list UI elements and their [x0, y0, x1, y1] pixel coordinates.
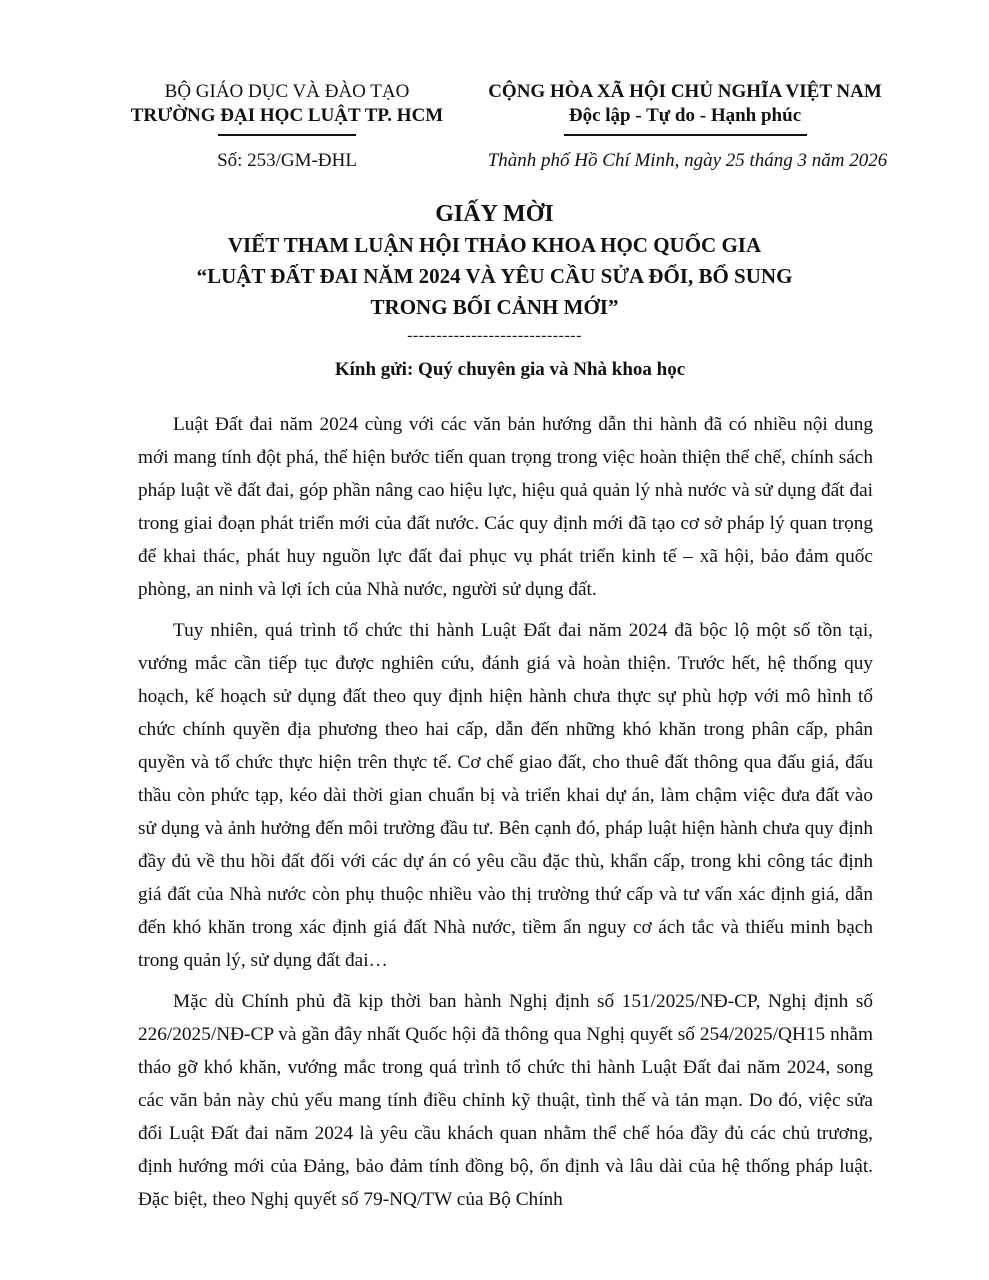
- salutation: Kính gửi: Quý chuyên gia và Nhà khoa học: [334, 359, 686, 380]
- ministry-name: BỘ GIÁO DỤC VÀ ĐÀO TẠO: [164, 81, 410, 102]
- paragraph-2: Tuy nhiên, quá trình tổ chức thi hành Luật Đất đai năm 2024 đã bộc lộ một số tồn tại, vướng mắc cần tiếp tục được nghiên cứu, đánh giá và hoàn thiện. Trước hết, hệ thống quy hoạch, kế hoạch sử dụng đất theo quy định hiện hành chưa thực sự phù hợp với mô hình tổ chức chính quyền địa phương theo hai cấp, dẫn đến những khó khăn trong phân cấp, phân quyền và tổ chức thực hiện trên thực tế. Cơ chế giao đất, cho thuê đất thông qua đấu giá, đấu thầu còn phức tạp, kéo dài thời gian chuẩn bị và triển khai dự án, làm chậm việc đưa đất vào sử dụng và ảnh hưởng đến môi trường đầu tư. Bên cạnh đó, pháp luật hiện hành chưa quy định đầy đủ về thu hồi đất đối với các dự án có yêu cầu đặc thù, khẩn cấp, trong khi công tác định giá đất của Nhà nước còn phụ thuộc nhiều vào thị trường thứ cấp và tư vấn xác định giá, dẫn đến khó khăn trong xác định giá đất Nhà nước, tiềm ẩn nguy cơ ách tắc và thiếu minh bạch trong quản lý, sử dụng đất đai…: [138, 620, 873, 971]
- issuer-block: [112, 80, 462, 136]
- title-separator: ------------------------------: [407, 327, 582, 344]
- paragraph-1: Luật Đất đai năm 2024 cùng với các văn bản hướng dẫn thi hành đã có nhiều nội dung mới mang tính đột phá, thể hiện bước tiến quan trọng trong việc hoàn thiện thể chế, chính sách pháp luật về đất đai, góp phần nâng cao hiệu lực, hiệu quả quản lý nhà nước và sử dụng đất đai trong giai đoạn phát triển mới của đất nước. Các quy định mới đã tạo cơ sở pháp lý quan trọng để khai thác, phát huy nguồn lực đất đai phục vụ phát triển kinh tế – xã hội, bảo đảm quốc phòng, an ninh và lợi ích của Nhà nước, người sử dụng đất.: [138, 414, 873, 600]
- issuer-underline: [218, 134, 356, 136]
- letter-body: [138, 408, 873, 1224]
- title-line-2: “LUẬT ĐẤT ĐAI NĂM 2024 VÀ YÊU CẦU SỬA ĐỔI, BỔ SUNG: [196, 264, 793, 288]
- title-line-1: VIẾT THAM LUẬN HỘI THẢO KHOA HỌC QUỐC GIA: [227, 233, 762, 257]
- document-date: Thành phố Hồ Chí Minh, ngày 25 tháng 3 năm 2026: [487, 150, 888, 171]
- paragraph-3: Mặc dù Chính phủ đã kịp thời ban hành Nghị định số 151/2025/NĐ-CP, Nghị định số 226/2025/NĐ-CP và gần đây nhất Quốc hội đã thông qua Nghị quyết số 254/2025/QH15 nhằm tháo gỡ khó khăn, vướng mắc trong quá trình tổ chức thi hành Luật Đất đai năm 2024, song các văn bản này chủ yếu mang tính điều chỉnh kỹ thuật, tình thế và tản mạn. Do đó, việc sửa đổi Luật Đất đai năm 2024 là yêu cầu khách quan nhằm thể chế hóa đầy đủ các chủ trương, định hướng mới của Đảng, bảo đảm tính đồng bộ, ổn định và lâu dài của hệ thống pháp luật. Đặc biệt, theo Nghị quyết số 79-NQ/TW của Bộ Chính: [138, 991, 873, 1210]
- national-motto-block: [470, 80, 900, 136]
- country-name: CỘNG HÒA XÃ HỘI CHỦ NGHĨA VIỆT NAM: [488, 81, 882, 102]
- title-line-3: TRONG BỐI CẢNH MỚI”: [370, 295, 619, 319]
- university-name: TRƯỜNG ĐẠI HỌC LUẬT TP. HCM: [130, 105, 444, 126]
- motto-underline: [564, 134, 807, 136]
- national-motto: Độc lập - Tự do - Hạnh phúc: [568, 105, 802, 126]
- document-title: GIẤY MỜI: [435, 201, 554, 227]
- document-number: Số: 253/GM-ĐHL: [217, 150, 357, 171]
